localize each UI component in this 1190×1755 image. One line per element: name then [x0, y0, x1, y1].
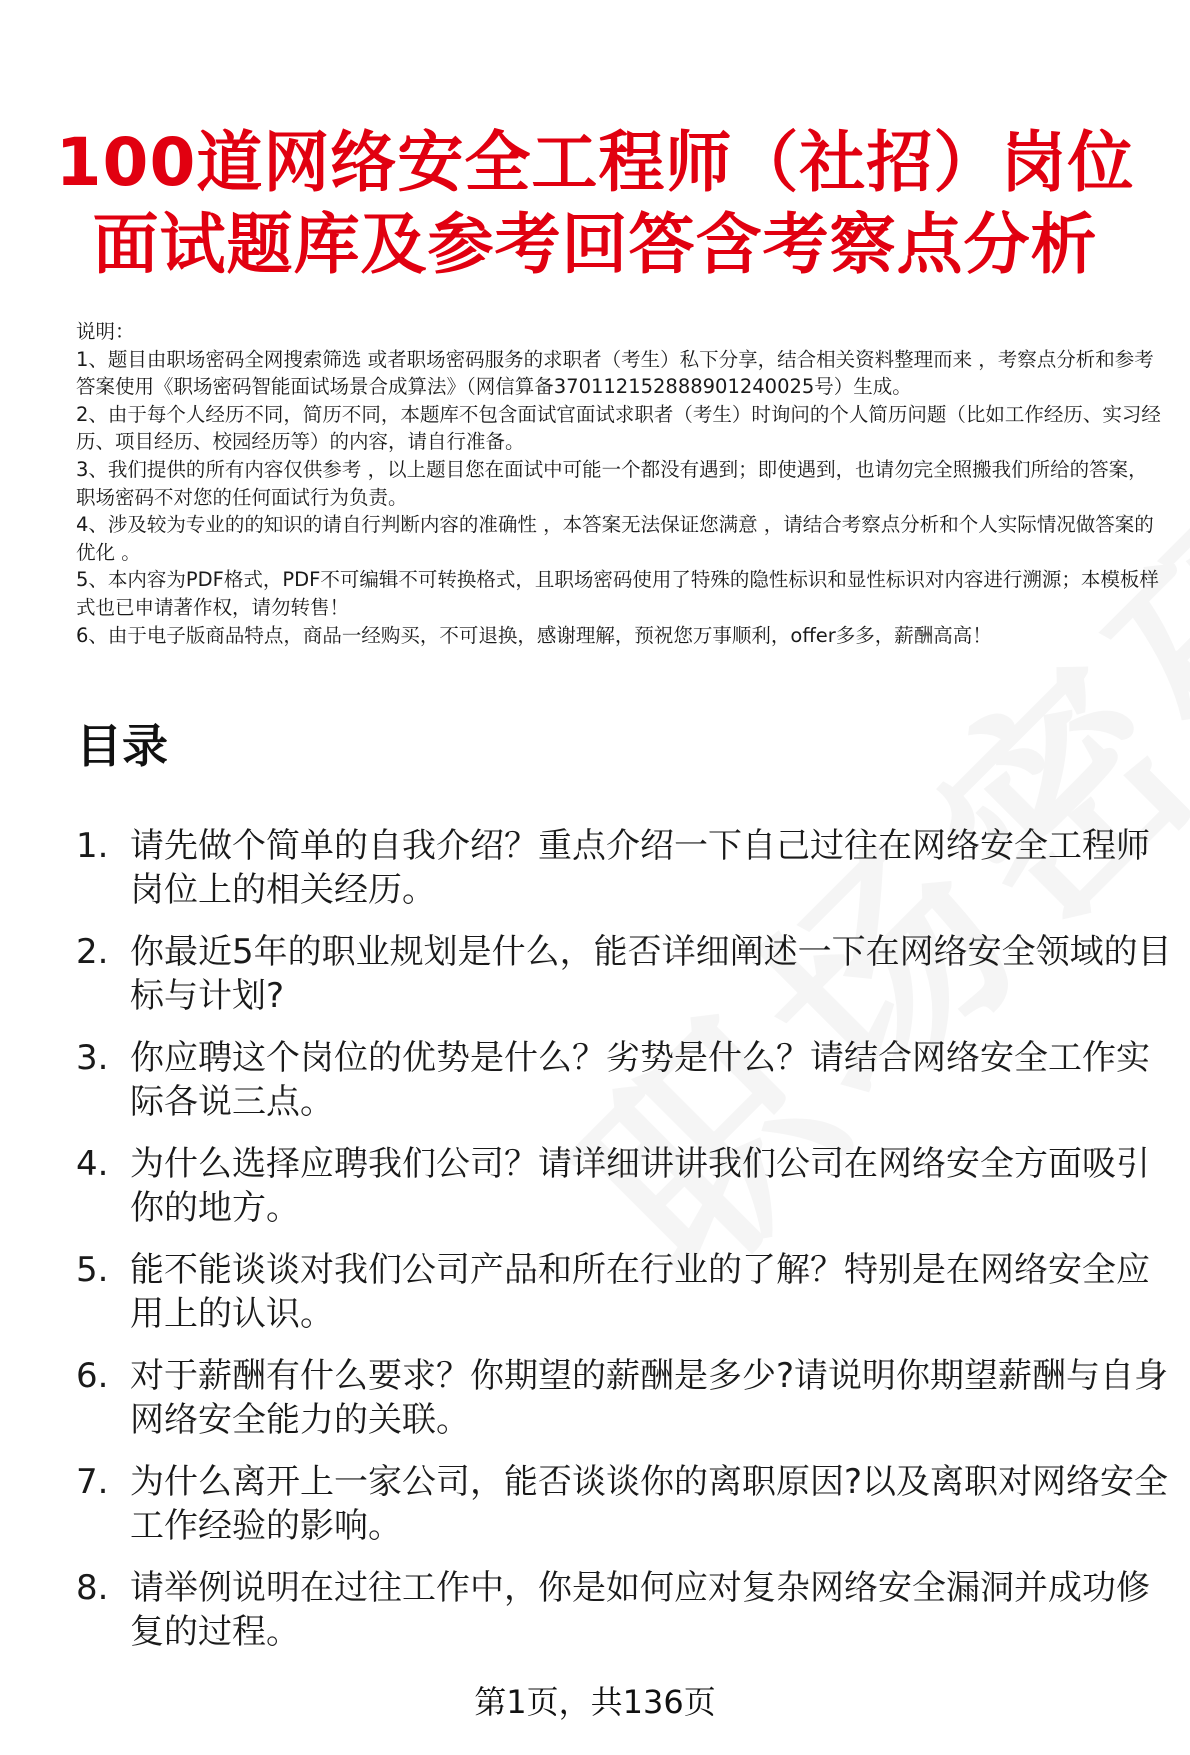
toc-item-number: 8. — [76, 1568, 109, 1608]
toc-item[interactable] — [76, 824, 1176, 912]
toc-item[interactable] — [76, 1142, 1176, 1230]
toc-item-number: 1. — [76, 826, 109, 866]
page-title — [0, 122, 1190, 286]
toc-item[interactable] — [76, 1248, 1176, 1336]
toc-item[interactable] — [76, 1354, 1176, 1442]
toc-heading: 目录 — [76, 719, 168, 773]
note-item: 5、本内容为PDF格式，PDF不可编辑不可转换格式，且职场密码使用了特殊的隐性标识和显性标识对内容进行溯源；本模板样式也已申请著作权，请勿转售！ — [76, 568, 1159, 619]
toc-item[interactable] — [76, 1036, 1176, 1124]
note-item: 3、我们提供的所有内容仅供参考 ，以上题目您在面试中可能一个都没有遇到；即使遇到，也请勿完全照搬我们所给的答案，职场密码不对您的任何面试行为负责。 — [76, 457, 1148, 509]
toc-item[interactable] — [76, 930, 1176, 1018]
toc-list — [76, 824, 1176, 1672]
toc-item-number: 6. — [76, 1356, 109, 1396]
title-line-2: 面试题库及参考回答含考察点分析 — [92, 206, 1098, 283]
notes-heading: 说明： — [76, 320, 135, 343]
notes-section — [76, 318, 1166, 649]
note-item: 4、涉及较为专业的的知识的请自行判断内容的准确性 ，本答案无法保证您满意 ，请结合考察点分析和个人实际情况做答案的优化 。 — [76, 513, 1154, 564]
note-item: 2、由于每个人经历不同，简历不同，本题库不包含面试官面试求职者（考生）时询问的个人简历问题（比如工作经历、实习经历、项目经历、校园经历等）的内容，请自行准备。 — [76, 402, 1161, 454]
toc-item-text: 请先做个简单的自我介绍？重点介绍一下自己过往在网络安全工程师岗位上的相关经历。 — [130, 826, 1150, 910]
note-item: 6、由于电子版商品特点，商品一经购买，不可退换，感谢理解，预祝您万事顺利，offer多多，薪酬高高！ — [76, 623, 992, 647]
toc-item-text: 你最近5年的职业规划是什么，能否详细阐述一下在网络安全领域的目标与计划? — [130, 932, 1172, 1016]
toc-item-text: 为什么选择应聘我们公司？请详细讲讲我们公司在网络安全方面吸引你的地方。 — [130, 1144, 1150, 1228]
toc-item-text: 为什么离开上一家公司，能否谈谈你的离职原因?以及离职对网络安全工作经验的影响。 — [130, 1462, 1169, 1546]
toc-item[interactable] — [76, 1460, 1176, 1548]
toc-item-number: 2. — [76, 932, 109, 972]
toc-item-number: 5. — [76, 1250, 109, 1290]
toc-item-number: 3. — [76, 1038, 109, 1078]
toc-item-text: 能不能谈谈对我们公司产品和所在行业的了解？特别是在网络安全应用上的认识。 — [130, 1250, 1150, 1334]
toc-item[interactable] — [76, 1566, 1176, 1654]
toc-item-text: 你应聘这个岗位的优势是什么？劣势是什么？请结合网络安全工作实际各说三点。 — [130, 1038, 1150, 1122]
note-item: 1、题目由职场密码全网搜索筛选 或者职场密码服务的求职者（考生）私下分享，结合相关资料整理而来 ，考察点分析和参考答案使用《职场密码智能面试场景合成算法》（网信算备370112152888901240025号）生成。 — [76, 347, 1154, 399]
page-number: 第1页，共136页 — [474, 1683, 716, 1721]
toc-item-number: 4. — [76, 1144, 109, 1184]
title-line-1: 100道网络安全工程师（社招）岗位 — [55, 124, 1135, 201]
toc-item-text: 请举例说明在过往工作中，你是如何应对复杂网络安全漏洞并成功修复的过程。 — [130, 1568, 1150, 1652]
toc-item-number: 7. — [76, 1462, 109, 1502]
toc-item-text: 对于薪酬有什么要求？你期望的薪酬是多少?请说明你期望薪酬与自身网络安全能力的关联。 — [130, 1356, 1169, 1440]
